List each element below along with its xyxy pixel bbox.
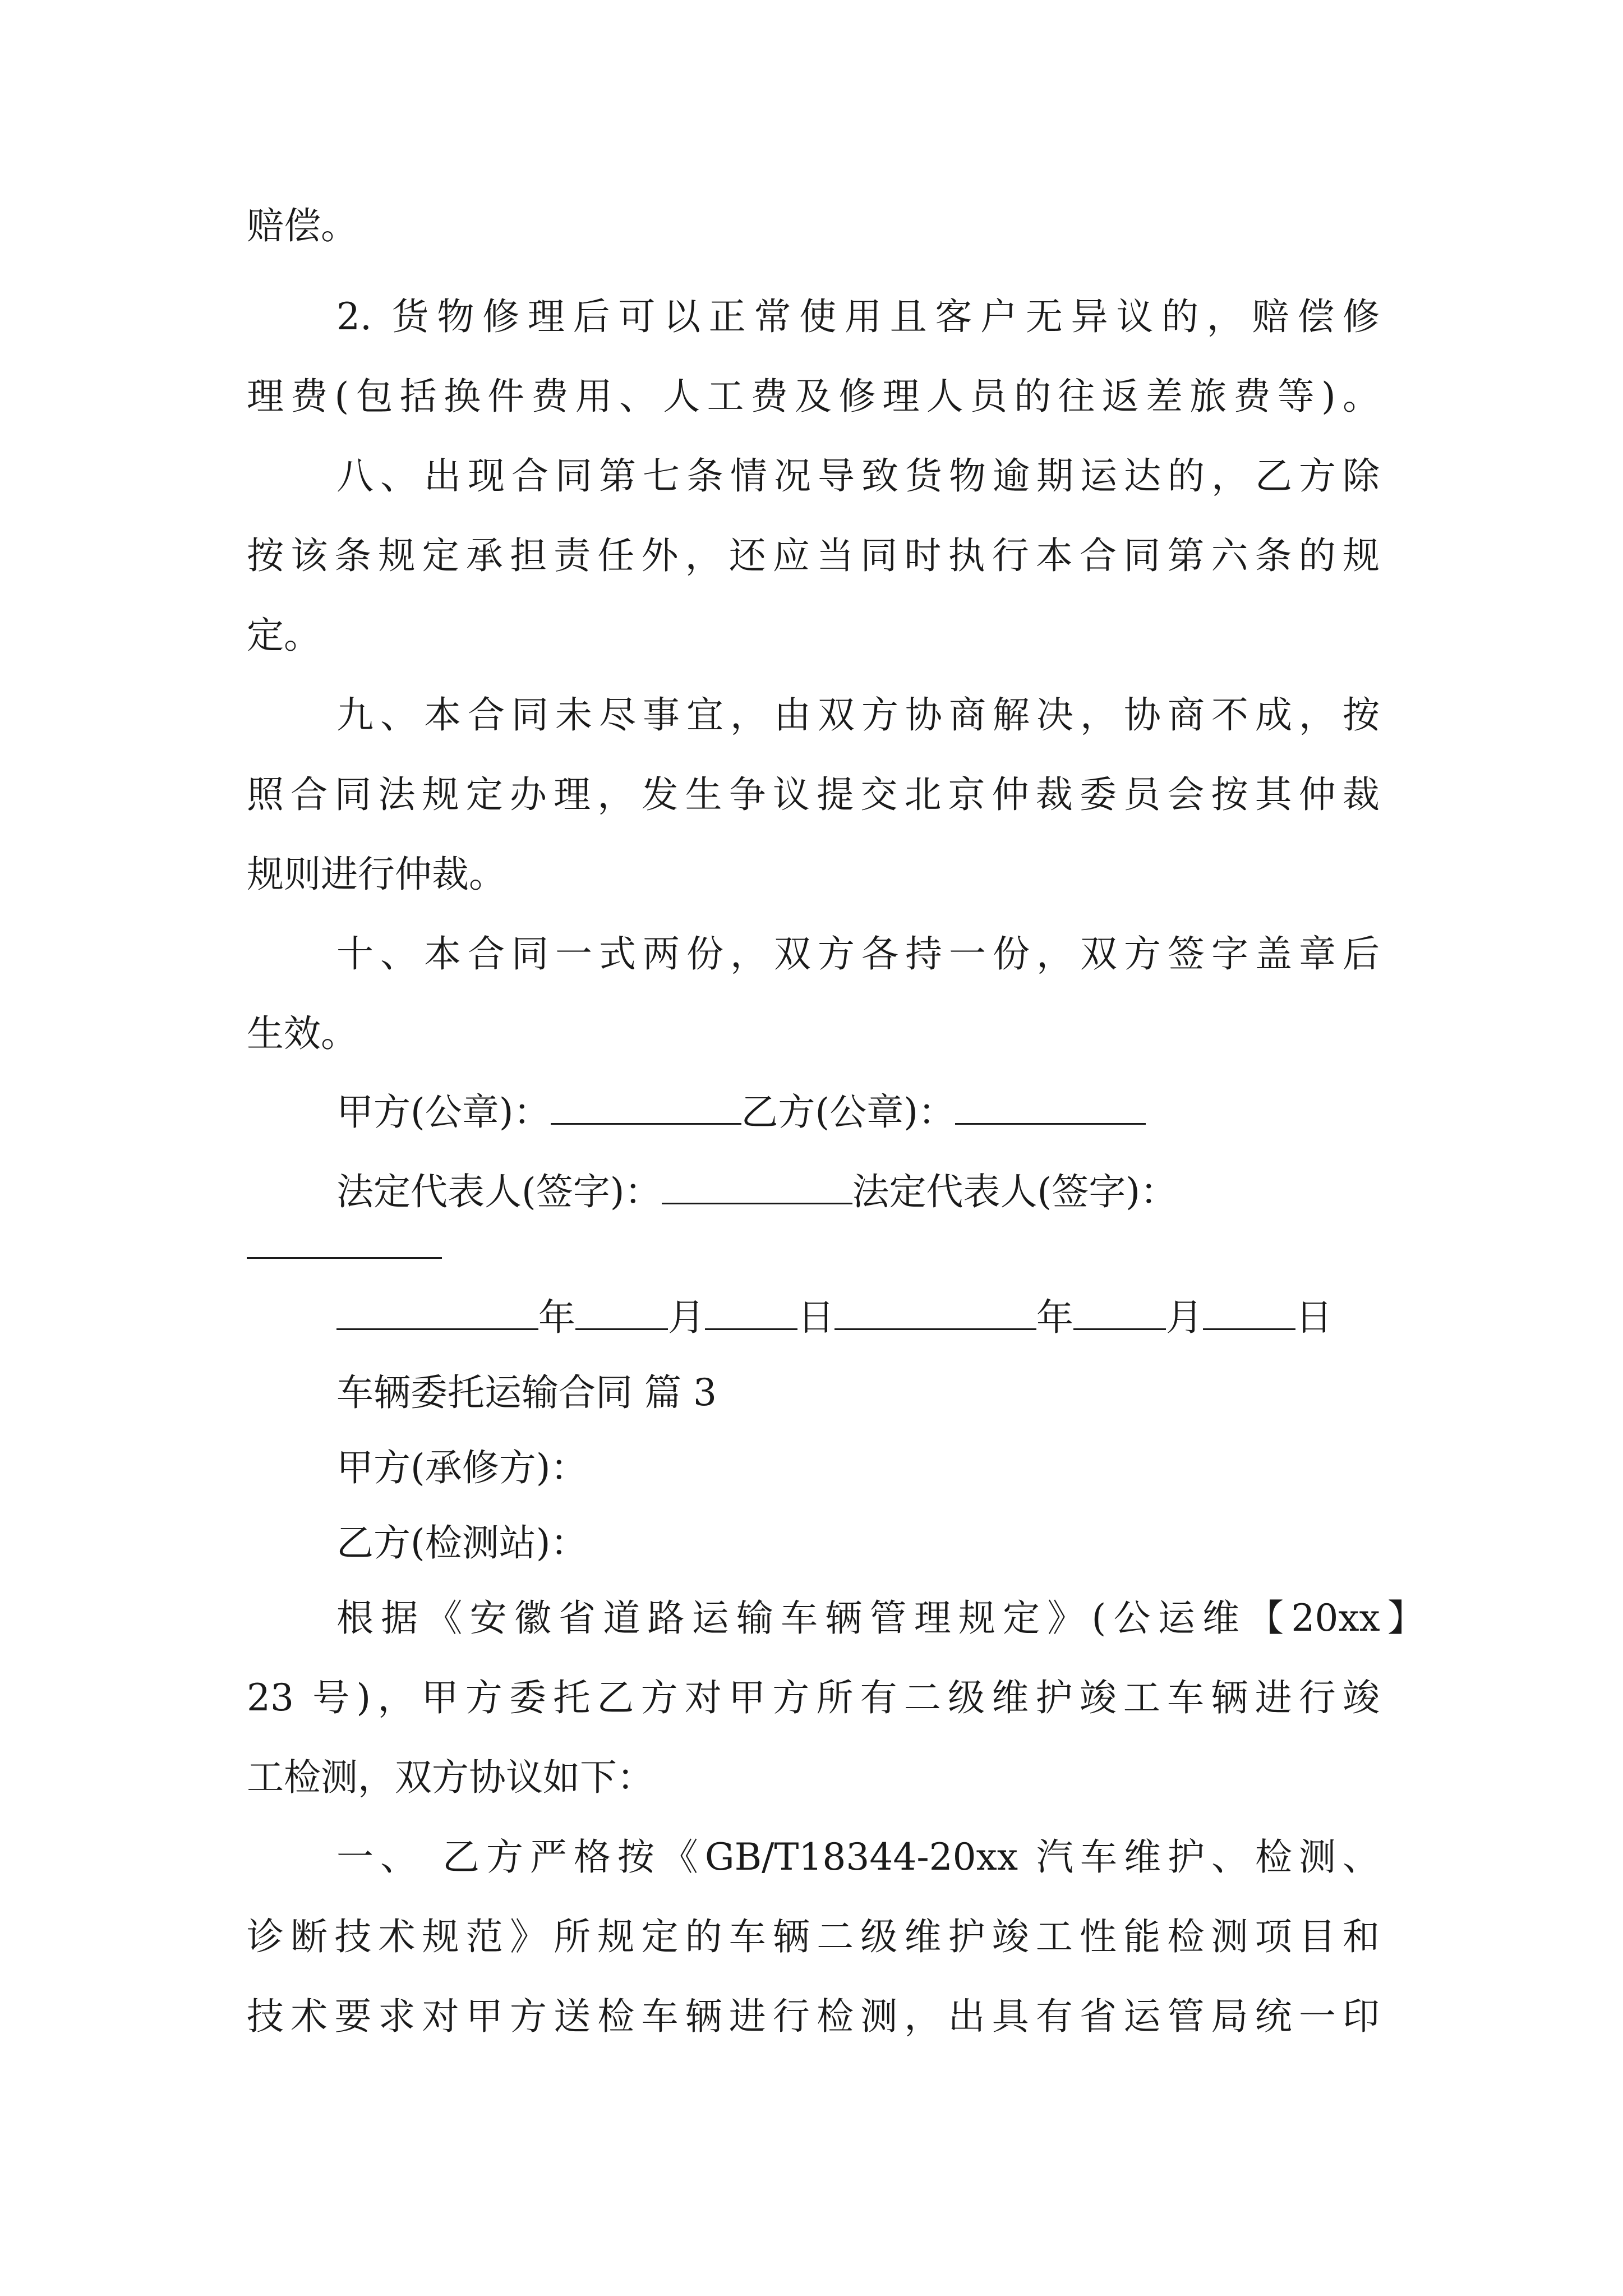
text-line: 根据《安徽省道路运输车辆管理规定》(公运维【20xx】 [336,1596,1424,1640]
party-b-line: 乙方(检测站)： [336,1521,588,1565]
text-line: 按该条规定承担责任外，还应当同时执行本合同第六条的规 [247,534,1380,577]
party-b-year-blank [834,1294,1036,1330]
text-line: 2. 货物修理后可以正常使用且客户无异议的，赔偿修 [336,295,1380,338]
party-a-rep-label: 法定代表人(签字)： [336,1170,662,1213]
section-title: 车辆委托运输合同 篇 3 [336,1371,717,1414]
text-line: 技术要求对甲方送检车辆进行检测，出具有省运管局统一印 [247,1995,1380,2038]
text-line: 赔偿。 [247,204,358,247]
text-line: 生效。 [247,1012,358,1055]
party-b-day-blank [1203,1294,1295,1330]
signature-row-representative [336,1165,1177,1219]
text-line: 十、本合同一式两份，双方各持一份，双方签字盖章后 [336,932,1380,976]
year-label: 年 [1036,1296,1073,1339]
text-line: 23 号)，甲方委托乙方对甲方所有二级维护竣工车辆进行竣 [247,1676,1380,1719]
party-a-seal-blank [551,1088,741,1125]
party-a-month-blank [575,1294,668,1330]
party-b-month-blank [1073,1294,1166,1330]
month-label: 月 [1166,1296,1203,1339]
party-a-year-blank [336,1294,538,1330]
signature-row-seal [336,1085,1146,1139]
party-a-day-blank [705,1294,797,1330]
year-label: 年 [538,1296,575,1339]
date-row [336,1291,1332,1345]
party-a-line: 甲方(承修方)： [336,1446,588,1489]
text-line: 工检测，双方协议如下： [247,1756,654,1799]
party-a-rep-blank [662,1168,852,1204]
party-a-seal-label: 甲方(公章)： [336,1091,551,1134]
text-line: 规则进行仲裁。 [247,853,506,896]
text-line: 八、出现合同第七条情况导致货物逾期运达的，乙方除 [336,454,1380,498]
text-line: 诊断技术规范》所规定的车辆二级维护竣工性能检测项目和 [247,1915,1380,1958]
day-label: 日 [1295,1296,1332,1339]
party-b-seal-label: 乙方(公章)： [741,1091,955,1134]
party-b-rep-blank [247,1257,442,1259]
month-label: 月 [668,1296,705,1339]
day-label: 日 [797,1296,834,1339]
text-line: 一、 乙方严格按《GB/T18344-20xx 汽车维护、检测、 [336,1835,1380,1879]
text-line: 照合同法规定办理，发生争议提交北京仲裁委员会按其仲裁 [247,773,1380,816]
text-line: 九、本合同未尽事宜，由双方协商解决，协商不成，按 [336,693,1380,737]
party-b-seal-blank [955,1088,1146,1125]
party-b-rep-label: 法定代表人(签字)： [852,1170,1177,1213]
text-line: 定。 [247,614,321,657]
text-line: 理费(包括换件费用、人工费及修理人员的往返差旅费等)。 [247,375,1380,418]
